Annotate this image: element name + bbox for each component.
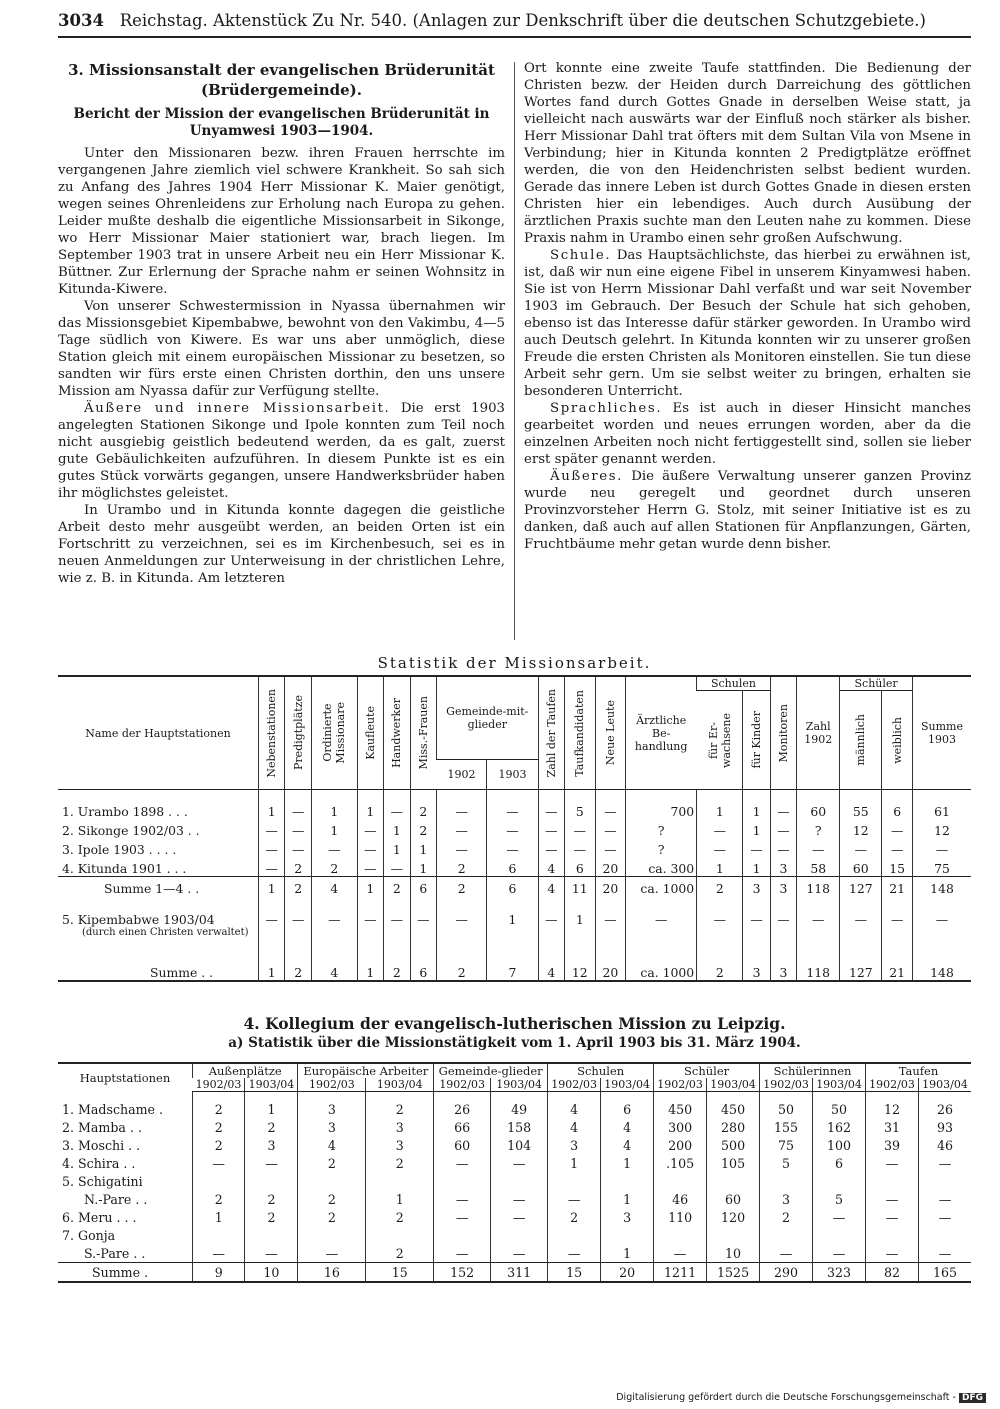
total-row: Summe . 9 10 16 15 152 311 15 20 1211 1525 290 323 82 165 — [58, 1263, 971, 1283]
dfg-logo: DFG — [959, 1393, 986, 1403]
paragraph-3 — [58, 400, 505, 502]
col-header-taufen: Zahl der Taufen — [538, 676, 564, 790]
col-header-gemeindeglieder: Gemeinde-mit-glieder — [437, 676, 539, 759]
col-header-handwerker: Handwerker — [384, 676, 410, 790]
paragraph-7 — [524, 400, 971, 468]
section-4-heading — [58, 1014, 971, 1052]
total-row: Summe . . 1 2 4 1 2 6 2 7 4 12 20 ca. 1000 2 3 3 118 127 21 148 — [58, 961, 971, 981]
col-header-schulen: Schulen — [697, 676, 771, 691]
paragraph-6-heading: Schule. — [550, 248, 612, 263]
col-header-monitoren: Monitoren — [770, 676, 796, 790]
paragraph-6-body: Das Hauptsächlichste, das hierbei zu erwähnen ist, ist, daß wir nun eine eigene Fibel in unserem Kinyamwesi haben. Sie ist von Herrn Missionar Dahl verfaßt und war seit November 1903 im Gebrauch. Der Besuch der Schule hat sich gehoben, ebenso ist das Interesse dafür stärker geworden. In Urambo wird auch Deutsch gelehrt. In Kitunda konnten wir zu unserer großen Freude die ersten Christen als Monitoren einstellen. Sie tun diese Arbeit sehr gern. Um sie selbst weiter zu bringen, erhalten sie besonderen Unterricht. — [524, 248, 971, 399]
col-header-fuer-erwachsene: für Er- wachsene — [697, 691, 743, 790]
table-row: N.-Pare . . 2 2 2 1 — — — 1 46 60 3 5 — — — [58, 1190, 971, 1208]
paragraph-7-heading: Sprachliches. — [550, 401, 663, 416]
col-header-kaufleute: Kaufleute — [357, 676, 383, 790]
col-header-nebenstationen: Nebenstationen — [259, 676, 285, 790]
section-4-title: 4. Kollegium der evangelisch-lutherischen Mission zu Leipzig. — [243, 1014, 786, 1033]
paragraph-8-body: Die äußere Verwaltung unserer ganzen Provinz wurde neu geregelt und geordnet durch unseren Provinzvorsteher Herrn G. Stolz, mit seiner Initiative ist es zu danken, daß auch auf allen Stationen für Anpflanzungen, Gärten, Fruchtbäume mehr getan wurde denn bisher. — [524, 469, 971, 552]
table-row-note: (durch einen Christen verwaltet) — [58, 927, 971, 961]
left-column — [58, 60, 505, 587]
mission-statistics-table — [58, 675, 971, 982]
col-header-schueler: Schüler — [840, 676, 913, 691]
col-header-fuer-kinder: für Kinder — [743, 691, 770, 790]
table-row: 6. Meru . . . 1 2 2 2 — — 2 3 110 120 2 — — — — [58, 1208, 971, 1226]
table-row-label: 5. Schigatini — [58, 1172, 971, 1190]
col-header-schueler: Schüler — [654, 1063, 760, 1078]
section-4-subtitle: a) Statistik über die Missionstätigkeit vom 1. April 1903 bis 31. März 1904. — [228, 1035, 801, 1051]
running-title: Reichstag. Aktenstück Zu Nr. 540. (Anlagen zur Denkschrift über die deutschen Schutzgebiete.) — [119, 11, 926, 30]
paragraph-6 — [524, 247, 971, 400]
table-row: 2. Mamba . . 2 2 3 3 66 158 4 4 300 280 155 162 31 93 — [58, 1118, 971, 1136]
col-header-schuelerinnen: Schülerinnen — [760, 1063, 866, 1078]
table-row: 4. Schira . . — — 2 2 — — 1 1 .105 105 5 6 — — — [58, 1154, 971, 1172]
header-rule — [58, 36, 971, 38]
table-row: 3. Ipole 1903 . . . . — — — — 1 1 — — — — — ? — — — — — — — — [58, 838, 971, 857]
col-header-taufkandidaten: Taufkandidaten — [565, 676, 596, 790]
footer-text: Digitalisierung gefördert durch die Deutsche Forschungsgemeinschaft - — [616, 1392, 956, 1403]
paragraph-8 — [524, 468, 971, 553]
table-row: 5. Kipembabwe 1903/04 — — — — — — — 1 — 1 — — — — — — — — — — [58, 896, 971, 927]
report-title: Bericht der Mission der evangelischen Brüderunität in Unyamwesi 1903—1904. — [73, 106, 490, 139]
col-header-missfrauen: Miss.-Frauen — [410, 676, 436, 790]
table-row: 1. Madschame . 2 1 3 2 26 49 4 6 450 450 50 50 12 26 — [58, 1100, 971, 1118]
leipzig-mission-table: Hauptstationen Außenplätze Europäische Arbeiter Gemeinde-glieder Schulen Schüler Schülerinnen Taufen 1902/03 1903/04 1902/03 1903/04 1902/03 1903/04 1902/03 1903/04 1902/03 1903/04 1902/03 1903/04 1902/03 1903/04 1. Madschame . 2 1 3 2 26 49 4 6 450 450 50 50 12 26 2. Mamba . . 2 2 3 3 66 158 4 4 300 280 155 162 31 93 3. Moschi . . 2 3 4 3 60 104 3 4 200 500 75 100 39 46 4. Schira . . — — 2 2 — — 1 1 .105 105 5 6 — — 5. Schigatini N.-Pare . . 2 2 2 1 — — — 1 46 60 3 5 — — 6. Meru . . . 1 2 2 2 — — 2 3 110 120 2 — — — 7. Gonja S.-Pare . . — — — 2 — — — 1 — 10 — — — — Summe . 9 10 16 15 152 311 15 20 1211 1525 290 323 82 165 — [58, 1062, 971, 1283]
col-header-weiblich: weiblich — [882, 691, 913, 790]
table-row: 3. Moschi . . 2 3 4 3 60 104 3 4 200 500 75 100 39 46 — [58, 1136, 971, 1154]
col-header-1903: 1903 — [487, 759, 538, 789]
table-row: S.-Pare . . — — — 2 — — — 1 — 10 — — — — — [58, 1244, 971, 1263]
table-row: 1. Urambo 1898 . . . 1 — 1 1 — 2 — — — 5 — 700 1 1 — 60 55 6 61 — [58, 790, 971, 820]
col-header-hauptstationen: Hauptstationen — [58, 1063, 193, 1092]
table-row: 4. Kitunda 1901 . . . — 2 2 — — 1 2 6 4 6 20 ca. 300 1 1 3 58 60 15 75 — [58, 857, 971, 877]
running-header — [58, 8, 971, 34]
col-header-gemeindeglieder: Gemeinde-glieder — [434, 1063, 548, 1078]
col-header-1902: 1902 — [437, 759, 487, 789]
right-column — [524, 60, 971, 553]
page-number: 3034 — [58, 11, 104, 30]
col-header-name: Name der Hauptstationen — [58, 676, 259, 790]
statistics-title: Statistik der Missionsarbeit. — [377, 654, 652, 672]
paragraph-5: Ort konnte eine zweite Taufe stattfinden. Die Bedienung der Christen bezw. der Heiden durch Darreichung des göttlichen Wortes fand durch Gottes Gnade in derselben Weise statt, ja vielleicht nach auswärts war der Einfluß noch stärker als bisher. Herr Missionar Dahl trat öfters mit dem Sultan Vila von Msene in Verbindung; hier in Kitunda konnten 2 Predigtplätze eröffnet werden, die von den Heidenchristen selbst bedient wurden. Gerade das innere Leben ist durch Gottes Gnade in diesen ersten Christen hier ein lebendiges. Auch durch Ausübung der ärztlichen Praxis suchte man den Leuten nahe zu kommen. Diese Praxis nahm in Urambo einen sehr großen Aufschwung. — [524, 61, 971, 246]
column-divider — [514, 62, 515, 640]
col-header-maennlich: männlich — [840, 691, 882, 790]
col-header-ordinierte: Ordinierte Missionare — [311, 676, 357, 790]
paragraph-3-body: Die erst 1903 angelegten Stationen Sikonge und Ipole konnten zum Teil noch nicht ausgiebig geistlich bedeutend werden, da es galt, zuerst gute Gebäulichkeiten aufzuführen. In diesem Punkte ist es ein gutes Stück vorwärts gegangen, unsere Handwerksbrüder haben ihr möglichstes geleistet. — [58, 401, 505, 501]
digitization-footer — [616, 1392, 986, 1403]
subtotal-row: Summe 1—4 . . 1 2 4 1 2 6 2 6 4 11 20 ca. 1000 2 3 3 118 127 21 148 — [58, 877, 971, 897]
col-header-summe: Summe 1903 — [913, 676, 972, 790]
col-header-predigtplaetze: Predigtplätze — [285, 676, 311, 790]
col-header-europaeische-arbeiter: Europäische Arbeiter — [298, 1063, 434, 1078]
paragraph-1: Unter den Missionaren bezw. ihren Frauen herrschte im vergangenen Jahre ziemlich viel schwere Krankheit. So sah sich zu Anfang des Jahres 1904 Herr Missionar K. Maier genötigt, wegen seines Ohrenleidens zur Erholung nach Europa zu gehen. Leider mußte deshalb die eigentliche Missionsarbeit in Sikonge, wo Herr Missionar Maier stationiert war, brach liegen. Im September 1903 trat in unsere Arbeit neu ein Herr Missionar K. Büttner. Zur Erlernung der Sprache nahm er seinen Wohnsitz in Kitunda-Kiwere. — [58, 146, 505, 297]
col-header-aussenplaetze: Außenplätze — [193, 1063, 298, 1078]
col-header-zahl: Zahl 1902 — [797, 676, 840, 790]
paragraph-3-heading: Äußere und innere Missionsarbeit. — [84, 401, 391, 416]
col-header-schulen: Schulen — [548, 1063, 654, 1078]
col-header-neue-leute: Neue Leute — [595, 676, 626, 790]
col-header-taufen: Taufen — [866, 1063, 971, 1078]
paragraph-8-heading: Äußeres. — [550, 469, 623, 484]
paragraph-4: In Urambo und in Kitunda konnte dagegen die geistliche Arbeit desto mehr ausgeübt werden, an beiden Orten ist ein Fortschritt zu verzeichnen, sei es im Kirchenbesuch, sei es in neuen Anmeldungen zur Unterweisung in der christlichen Lehre, wie z. B. in Kitunda. Am letzteren — [58, 503, 505, 586]
paragraph-7-body: Es ist auch in dieser Hinsicht manches gearbeitet worden und neues errungen worden, aber da die einzelnen Arbeiten noch nicht fertiggestellt sind, sollen sie lieber erst später genannt werden. — [524, 401, 971, 467]
table-row-label: 7. Gonja — [58, 1226, 971, 1244]
col-header-aerztliche: Ärztliche Be-handlung — [626, 676, 697, 790]
section-3-title: 3. Missionsanstalt der evangelischen Brüderunität (Brüdergemeinde). — [68, 61, 495, 99]
paragraph-2: Von unserer Schwestermission in Nyassa übernahmen wir das Missionsgebiet Kipembabwe, bewohnt von den Vakimbu, 4—5 Tage südlich von Kiwere. Es war uns aber unmöglich, diese Station gleich mit einem europäischen Missionar zu besetzen, so sandten wir fürs erste einen Christen dorthin, den uns unsere Mission am Nyassa dafür zur Verfügung stellte. — [58, 299, 505, 399]
table-row: 2. Sikonge 1902/03 . . — — 1 — 1 2 — — — — — ? — 1 — ? 12 — 12 — [58, 819, 971, 838]
